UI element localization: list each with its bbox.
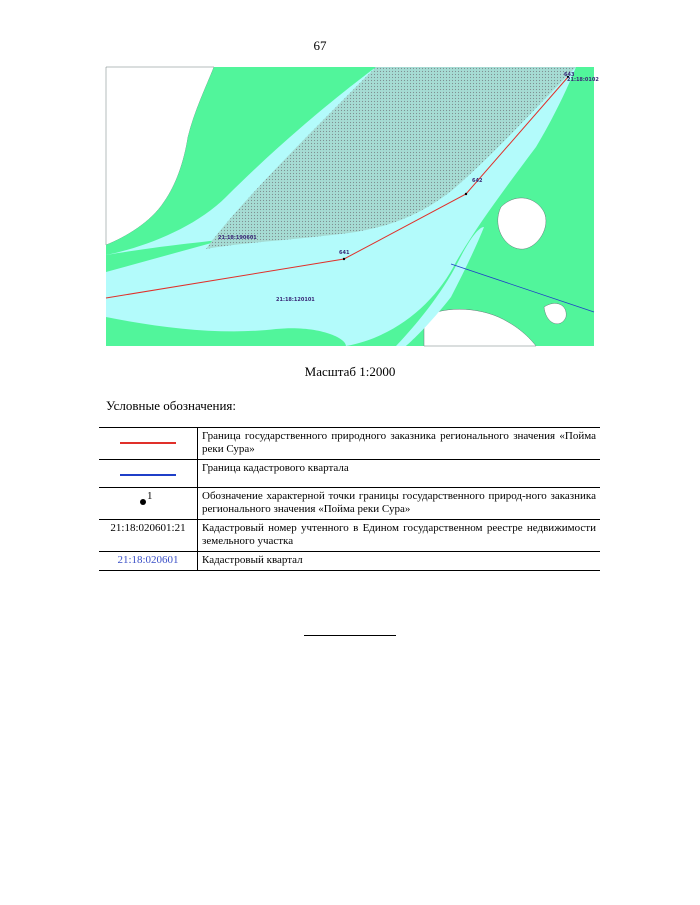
legend-symbol-quarter-code: 21:18:020601 <box>99 552 198 571</box>
map-label-point-643: 643 <box>564 72 575 78</box>
legend-row-characteristic-point <box>99 488 600 520</box>
map-label-parcel-corner: 21:18:0102 <box>567 77 599 83</box>
map-label-point-641: 641 <box>339 250 350 256</box>
map-point-641 <box>343 258 345 260</box>
cadastral-map <box>106 67 599 346</box>
legend-description: Кадастровый квартал <box>198 552 601 571</box>
legend-table <box>99 427 600 571</box>
map-point-642 <box>465 193 467 195</box>
legend-title: Условные обозначения: <box>106 398 237 413</box>
legend-symbol-red-line <box>99 428 198 460</box>
map-label-parcel-river: 21:18:120101 <box>276 297 315 303</box>
point-icon <box>138 492 158 506</box>
blue-line-icon <box>120 474 176 476</box>
point-number: 1 <box>147 490 153 502</box>
legend-description: Обозначение характерной точки границы государственного природ-ного заказника регионального значения «Пойма реки Сура» <box>198 488 601 520</box>
map-label-parcel-shaded: 21:18:190601 <box>218 235 257 241</box>
legend-row-reserve-boundary <box>99 428 600 460</box>
legend-row-cadastral-quarter <box>99 552 600 571</box>
legend-symbol-blue-line <box>99 460 198 488</box>
legend-description: Граница государственного природного заказника регионального значения «Пойма реки Сура» <box>198 428 601 460</box>
legend-row-quarter-boundary <box>99 460 600 488</box>
legend-description: Кадастровый номер учтенного в Едином государственном реестре недвижимости земельного участка <box>198 520 601 552</box>
map-scale: Масштаб 1:2000 <box>304 364 396 379</box>
legend-row-parcel-number <box>99 520 600 552</box>
page-number: 67 <box>313 38 327 53</box>
legend-symbol-parcel-number: 21:18:020601:21 <box>99 520 198 552</box>
point-dot-icon <box>140 499 146 505</box>
legend-symbol-point <box>99 488 198 520</box>
legend-description: Граница кадастрового квартала <box>198 460 601 488</box>
footnote-separator <box>304 635 396 636</box>
red-line-icon <box>120 442 176 444</box>
map-label-point-642: 642 <box>472 178 483 184</box>
